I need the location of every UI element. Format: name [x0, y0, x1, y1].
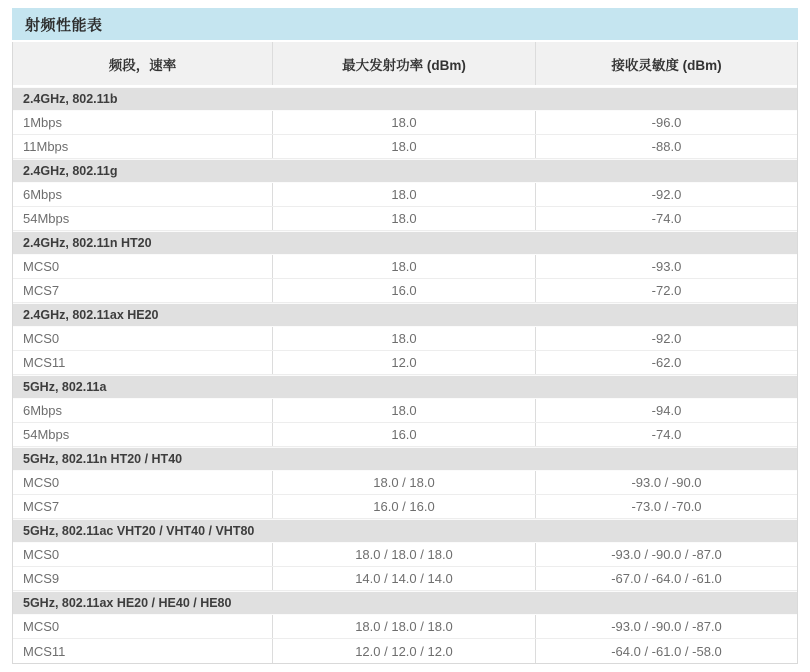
- cell-rx-sensitivity: -88.0: [535, 135, 797, 158]
- cell-max-tx-power: 18.0: [272, 327, 535, 350]
- section-label: 2.4GHz, 802.11b: [23, 92, 118, 106]
- cell-rx-sensitivity: -92.0: [535, 327, 797, 350]
- column-header-rx-sensitivity: 接收灵敏度 (dBm): [535, 42, 797, 85]
- cell-rate: MCS0: [23, 619, 60, 634]
- cell-rate: MCS0: [23, 547, 60, 562]
- table-title-bar: [12, 8, 798, 40]
- table-row: [13, 471, 797, 495]
- cell-rx-sensitivity: -93.0 / -90.0 / -87.0: [535, 615, 797, 638]
- cell-max-tx-power: 18.0: [272, 399, 535, 422]
- table-body: [13, 87, 797, 663]
- cell-rate: MCS0: [23, 475, 60, 490]
- section-label: 5GHz, 802.11a: [23, 380, 107, 394]
- cell-max-tx-power: 12.0: [272, 351, 535, 374]
- section-row: [13, 591, 797, 615]
- cell-max-tx-power: 18.0 / 18.0: [272, 471, 535, 494]
- table-row: [13, 351, 797, 375]
- section-label: 2.4GHz, 802.11g: [23, 164, 118, 178]
- cell-rx-sensitivity: -74.0: [535, 207, 797, 230]
- rf-performance-table: [12, 8, 798, 664]
- cell-rx-sensitivity: -94.0: [535, 399, 797, 422]
- table-row: [13, 423, 797, 447]
- table-row: [13, 111, 797, 135]
- cell-rx-sensitivity: -93.0 / -90.0 / -87.0: [535, 543, 797, 566]
- table-row: [13, 543, 797, 567]
- cell-rate: MCS9: [23, 571, 60, 586]
- section-row: [13, 87, 797, 111]
- table-row: [13, 327, 797, 351]
- cell-rx-sensitivity: -73.0 / -70.0: [535, 495, 797, 518]
- section-label: 5GHz, 802.11n HT20 / HT40: [23, 452, 183, 466]
- cell-rx-sensitivity: -72.0: [535, 279, 797, 302]
- table-row: [13, 615, 797, 639]
- cell-rate: MCS11: [23, 643, 66, 659]
- table-row: [13, 255, 797, 279]
- cell-rx-sensitivity: -96.0: [535, 111, 797, 134]
- column-header-band-rate: 频段，速率: [108, 57, 177, 73]
- section-label: 5GHz, 802.11ac VHT20 / VHT40 / VHT80: [23, 524, 255, 538]
- cell-rate: 1Mbps: [23, 115, 63, 130]
- table-row: [13, 279, 797, 303]
- table-row: [13, 639, 797, 663]
- cell-rate: 6Mbps: [23, 403, 63, 418]
- cell-max-tx-power: 14.0 / 14.0 / 14.0: [272, 567, 535, 590]
- cell-rate: 6Mbps: [23, 187, 63, 202]
- table-row: [13, 207, 797, 231]
- cell-rx-sensitivity: -93.0: [535, 255, 797, 278]
- section-row: [13, 375, 797, 399]
- section-row: [13, 519, 797, 543]
- cell-rate: MCS0: [23, 259, 60, 274]
- table-title: 射频性能表: [25, 16, 103, 34]
- cell-max-tx-power: 18.0 / 18.0 / 18.0: [272, 615, 535, 638]
- section-label: 5GHz, 802.11ax HE20 / HE40 / HE80: [23, 596, 232, 610]
- cell-max-tx-power: 18.0: [272, 111, 535, 134]
- cell-rate: MCS0: [23, 331, 60, 346]
- table-row: [13, 399, 797, 423]
- section-row: [13, 231, 797, 255]
- cell-rx-sensitivity: -64.0 / -61.0 / -58.0: [535, 639, 797, 663]
- table-main: [12, 42, 798, 664]
- cell-rate: 54Mbps: [23, 427, 70, 442]
- table-header-row: [13, 42, 797, 85]
- table-row: [13, 495, 797, 519]
- cell-max-tx-power: 18.0: [272, 255, 535, 278]
- cell-max-tx-power: 18.0: [272, 183, 535, 206]
- section-label: 2.4GHz, 802.11ax HE20: [23, 308, 159, 322]
- cell-max-tx-power: 16.0 / 16.0: [272, 495, 535, 518]
- table-row: [13, 567, 797, 591]
- cell-max-tx-power: 16.0: [272, 423, 535, 446]
- column-header-max-tx-power: 最大发射功率 (dBm): [272, 42, 535, 85]
- cell-max-tx-power: 12.0 / 12.0 / 12.0: [272, 639, 535, 663]
- cell-rate: MCS7: [23, 283, 60, 298]
- section-row: [13, 447, 797, 471]
- cell-rate: 11Mbps: [23, 139, 69, 154]
- cell-max-tx-power: 18.0: [272, 207, 535, 230]
- table-row: [13, 135, 797, 159]
- table-row: [13, 183, 797, 207]
- cell-rate: 54Mbps: [23, 211, 70, 226]
- cell-rx-sensitivity: -67.0 / -64.0 / -61.0: [535, 567, 797, 590]
- cell-max-tx-power: 16.0: [272, 279, 535, 302]
- cell-rx-sensitivity: -62.0: [535, 351, 797, 374]
- cell-rx-sensitivity: -93.0 / -90.0: [535, 471, 797, 494]
- section-label: 2.4GHz, 802.11n HT20: [23, 236, 152, 250]
- cell-rx-sensitivity: -74.0: [535, 423, 797, 446]
- cell-rx-sensitivity: -92.0: [535, 183, 797, 206]
- cell-rate: MCS7: [23, 499, 60, 514]
- cell-rate: MCS11: [23, 355, 66, 370]
- cell-max-tx-power: 18.0: [272, 135, 535, 158]
- cell-max-tx-power: 18.0 / 18.0 / 18.0: [272, 543, 535, 566]
- section-row: [13, 159, 797, 183]
- section-row: [13, 303, 797, 327]
